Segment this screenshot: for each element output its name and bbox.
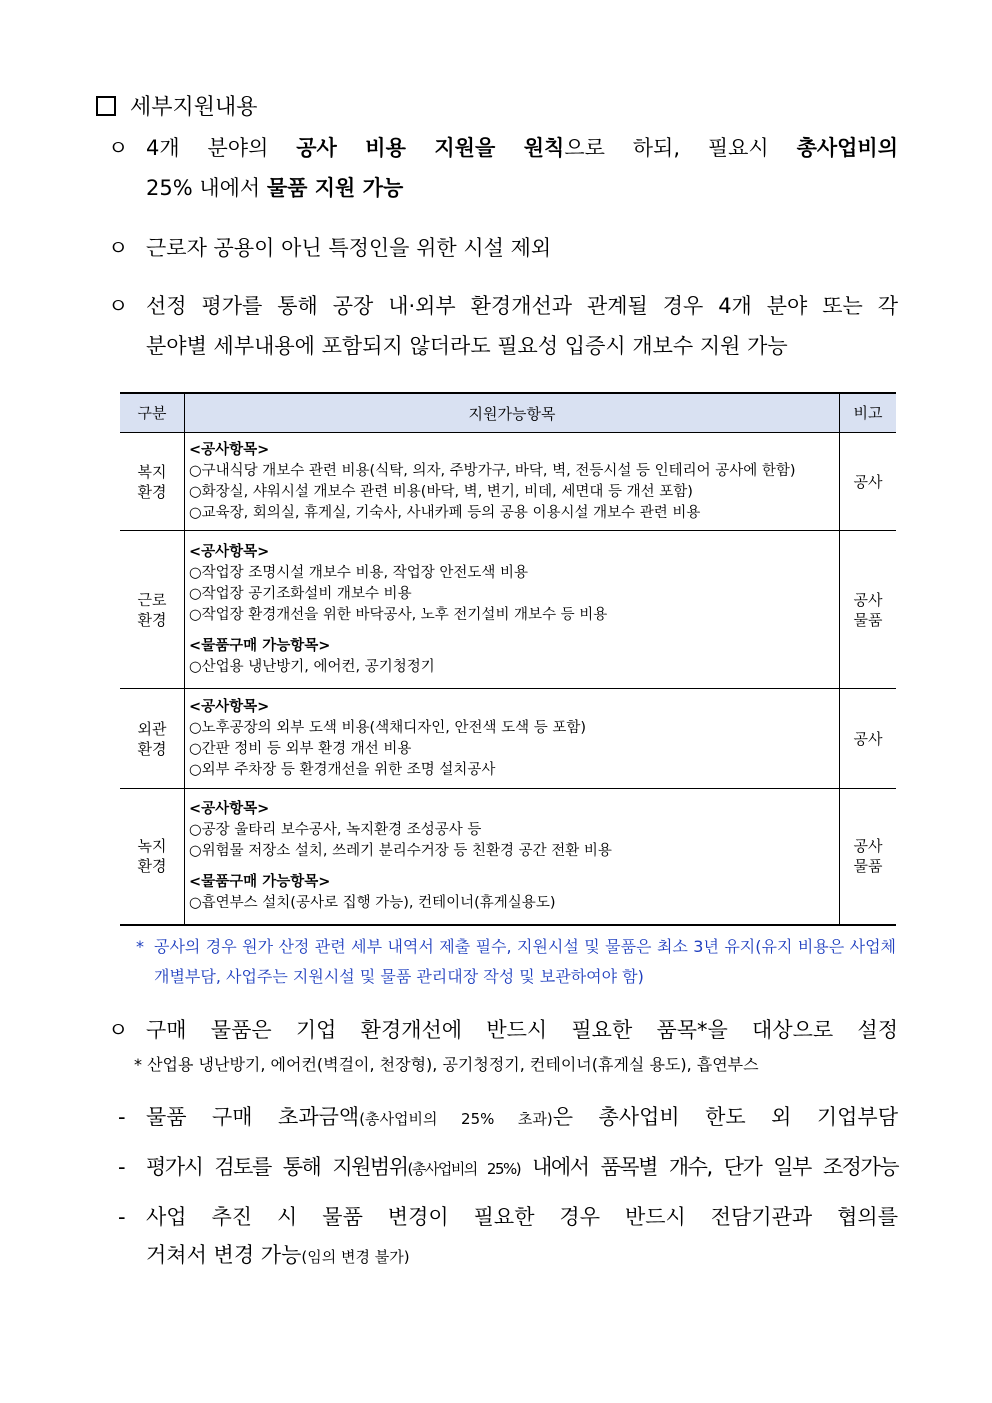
section-heading-label: <물품구매 가능항목> [189, 637, 331, 654]
bullet-item [108, 286, 898, 366]
header-note: 비고 [840, 393, 897, 433]
table-row [120, 789, 896, 925]
section-heading-label: <공사항목> [189, 543, 270, 560]
list-item: ○외부 주차장 등 환경개선을 위한 조명 설치공사 [189, 761, 496, 778]
note-cell: 공사 [840, 689, 897, 789]
list-item: ○위험물 저장소 설치, 쓰레기 분리수거장 등 친환경 공간 전환 비용 [189, 842, 612, 859]
bullet-mark: ㅇ [108, 294, 129, 318]
category-cell: 외관 환경 [120, 689, 185, 789]
checkbox-icon [96, 96, 116, 116]
list-item: ○화장실, 샤워시설 개보수 관련 비용(바닥, 벽, 변기, 비데, 세면대 등 개선 포함) [189, 483, 693, 500]
bullet-mark: ㅇ [108, 236, 129, 260]
bullet-item [108, 1010, 898, 1050]
bullet-mark: ㅇ [108, 136, 129, 160]
table-row [120, 531, 896, 689]
list-item: ○작업장 공기조화설비 개보수 비용 [189, 585, 412, 602]
bullet-text-line2: 분야별 세부내용에 포함되지 않더라도 필요성 입증시 개보수 지원 가능 [146, 334, 788, 358]
support-items-table [120, 392, 896, 926]
table-header-row [120, 393, 896, 433]
header-category: 구분 [120, 393, 185, 433]
category-cell: 근로 환경 [120, 531, 185, 689]
dash-item [118, 1098, 898, 1138]
section-heading-label: <물품구매 가능항목> [189, 873, 331, 890]
note-cell: 공사 [840, 433, 897, 531]
purchase-sub-note: * 산업용 냉난방기, 에어컨(벽걸이, 천장형), 공기청정기, 컨테이너(휴게실 용도), 흡연부스 [134, 1055, 759, 1074]
dash-mark: - [118, 1205, 126, 1229]
list-item: ○간판 정비 등 외부 환경 개선 비용 [189, 740, 412, 757]
section-heading-label: <공사항목> [189, 800, 270, 817]
section-heading-label: <공사항목> [189, 698, 270, 715]
bullet-item [108, 128, 898, 208]
bullet-text: 근로자 공용이 아닌 특정인을 위한 시설 제외 [146, 236, 552, 260]
note-cell: 공사 물품 [840, 531, 897, 689]
section-title: 세부지원내용 [130, 95, 258, 120]
section-heading-label: <공사항목> [189, 441, 270, 458]
dash-text: 사업 추진 시 물품 변경이 필요한 경우 반드시 전담기관과 협의를 [146, 1205, 898, 1229]
bullet-text: 4개 분야의 공사 비용 지원을 원칙으로 하되, 필요시 총사업비의 [146, 136, 899, 160]
list-item: ○작업장 환경개선을 위한 바닥공사, 노후 전기설비 개보수 등 비용 [189, 606, 608, 623]
table-row [120, 433, 896, 531]
dash-text-line2: 거쳐서 변경 가능(임의 변경 불가) [146, 1243, 410, 1267]
table-footnote [136, 932, 896, 992]
bullet-text-line2: 25% 내에서 물품 지원 가능 [146, 176, 404, 200]
section-heading [96, 90, 258, 121]
bullet-text: 구매 물품은 기업 환경개선에 반드시 필요한 품목*을 대상으로 설정 [146, 1018, 898, 1042]
footnote-star: * [136, 937, 144, 956]
dash-item [118, 1148, 898, 1188]
items-cell [185, 689, 840, 789]
bullet-item [108, 228, 898, 268]
note-cell: 공사 물품 [840, 789, 897, 925]
dash-text: 평가시 검토를 통해 지원범위(총사업비의 25%) 내에서 품목별 개수, 단가 일부 조정가능 [146, 1155, 898, 1179]
list-item: ○노후공장의 외부 도색 비용(색채디자인, 안전색 도색 등 포함) [189, 719, 587, 736]
list-item: ○공장 울타리 보수공사, 녹지환경 조성공사 등 [189, 821, 482, 838]
list-item: ○구내식당 개보수 관련 비용(식탁, 의자, 주방가구, 바닥, 벽, 전등시설 등 인테리어 공사에 한함) [189, 462, 796, 479]
items-cell [185, 433, 840, 531]
header-items: 지원가능항목 [185, 393, 840, 433]
dash-text: 물품 구매 초과금액(총사업비의 25% 초과)은 총사업비 한도 외 기업부담 [146, 1105, 898, 1129]
list-item: ○작업장 조명시설 개보수 비용, 작업장 안전도색 비용 [189, 564, 529, 581]
dash-item [118, 1198, 898, 1276]
bullet-mark: ㅇ [108, 1018, 129, 1042]
dash-mark: - [118, 1105, 126, 1129]
footnote-text: 공사의 경우 원가 산정 관련 세부 내역서 제출 필수, 지원시설 및 물품은 최소 3년 유지(유지 비용은 사업체 개별부담, 사업주는 지원시설 및 물품 관리대장 작성 및 보관하여야 함) [154, 937, 896, 986]
items-cell [185, 789, 840, 925]
table-row [120, 689, 896, 789]
category-cell: 복지 환경 [120, 433, 185, 531]
items-cell [185, 531, 840, 689]
list-item: ○산업용 냉난방기, 에어컨, 공기청정기 [189, 658, 435, 675]
list-item: ○흡연부스 설치(공사로 집행 가능), 컨테이너(휴게실용도) [189, 894, 556, 911]
dash-mark: - [118, 1155, 126, 1179]
list-item: ○교육장, 회의실, 휴게실, 기숙사, 사내카페 등의 공용 이용시설 개보수 관련 비용 [189, 504, 701, 521]
category-cell: 녹지 환경 [120, 789, 185, 925]
bullet-text: 선정 평가를 통해 공장 내·외부 환경개선과 관계될 경우 4개 분야 또는 각 [146, 294, 898, 318]
